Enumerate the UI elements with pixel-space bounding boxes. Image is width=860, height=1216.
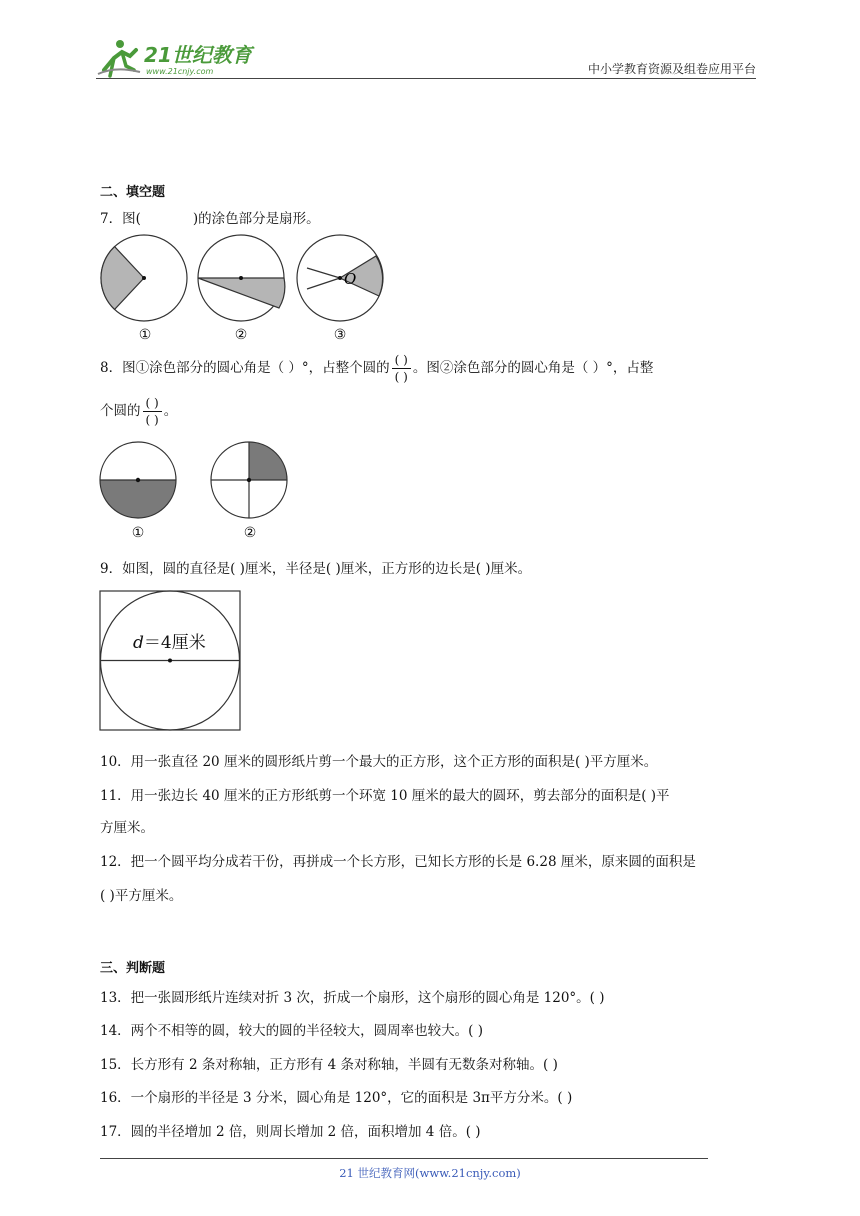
q8-figures [98,440,298,526]
question-9: 9．如图，圆的直径是( )厘米，半径是( )厘米，正方形的边长是( )厘米。 [100,561,532,577]
q8-circles-diagram [98,440,298,522]
section-title-fill-in: 二、填空题 [100,185,166,200]
footer-link[interactable]: 21 世纪教育网(www.21cnjy.com) [339,1166,521,1180]
q8-text-3: 个圆的 [100,403,141,419]
question-17: 17．圆的半径增加 2 倍，则周长增加 2 倍，面积增加 4 倍。( ) [100,1124,481,1140]
section-title-true-false: 三、判断题 [100,961,166,976]
q7-circles-diagram [98,234,388,328]
q9-square-circle-diagram [99,590,242,732]
q8-text-4: 。 [163,403,178,419]
question-8-line-2 [100,393,177,429]
question-8-line-1 [100,350,653,386]
question-11-line-1: 11．用一张边长 40 厘米的正方形纸剪一个环宽 10 厘米的最大的圆环，剪去部分的面积是( )平 [100,788,670,804]
question-13: 13．把一张圆形纸片连续对折 3 次，折成一个扇形，这个扇形的圆心角是 120°。( ) [100,990,605,1006]
question-10: 10．用一张直径 20 厘米的圆形纸片剪一个最大的正方形，这个正方形的面积是( )平方厘米。 [100,754,658,770]
question-16: 16．一个扇形的半径是 3 分米，圆心角是 120°，它的面积是 3π平方分米。( ) [100,1090,573,1106]
q7-figures [98,234,388,332]
question-7 [100,207,320,227]
q8-fraction-2[interactable]: $\frac{( )}{( )}$ [143,395,162,428]
logo-url: www.21cnjy.com [146,67,214,76]
q8-fraction-1[interactable]: $\frac{( )}{( )}$ [392,352,411,385]
q8-circle-2 [211,442,287,518]
svg-text:d＝4厘米 [133,633,206,653]
q7-text-start: 7．图( [100,211,141,227]
q8-text-1: 8．图①涂色部分的圆心角是（ ）°，占整个圆的 [100,360,390,376]
logo-brand: 21世纪教育 [144,43,252,67]
site-logo [96,36,266,80]
footer-divider [100,1158,708,1159]
question-11-line-2: 方厘米。 [100,820,154,836]
q7-label-3: ③ [333,327,347,343]
question-12-line-2: ( )平方厘米。 [100,888,183,904]
question-15: 15．长方形有 2 条对称轴，正方形有 4 条对称轴，半圆有无数条对称轴。( ) [100,1057,558,1073]
question-14: 14．两个不相等的圆，较大的圆的半径较大，圆周率也较大。( ) [100,1023,484,1039]
q9-figure [99,590,242,736]
q8-circle-1 [100,442,176,518]
q8-label-2: ② [243,525,257,541]
q7-label-2: ② [234,327,248,343]
q8-label-1: ① [131,525,145,541]
q7-circle-2 [198,235,285,321]
q7-circle-3 [297,235,383,321]
platform-name: 中小学教育资源及组卷应用平台 [587,62,756,76]
q7-center-label: O [344,270,357,288]
q7-circle-1 [101,235,187,321]
q9-diameter-value: ＝4厘米 [143,633,206,653]
q9-diameter-var: d [133,633,144,653]
header-divider [96,78,756,79]
q8-text-2: 。图②涂色部分的圆心角是（ ）°，占整 [412,360,654,376]
question-12-line-1: 12．把一个圆平均分成若干份，再拼成一个长方形，已知长方形的长是 6.28 厘米，原来圆的面积是 [100,854,696,870]
q7-text-end: )的涂色部分是扇形。 [192,211,320,227]
q7-label-1: ① [138,327,152,343]
logo-icon [96,36,266,80]
